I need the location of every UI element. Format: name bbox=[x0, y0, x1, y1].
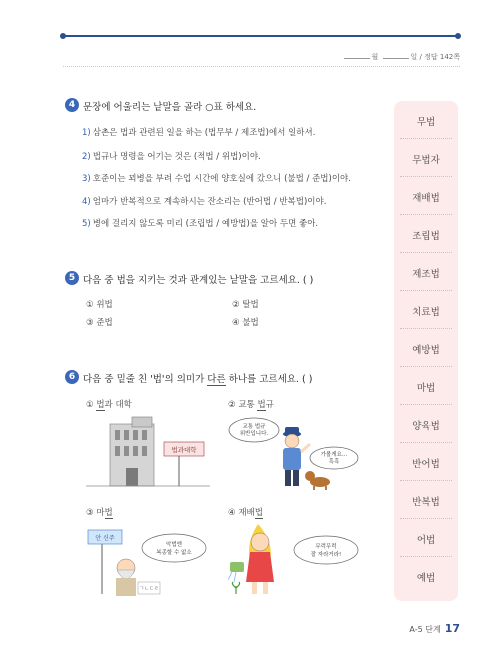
wizard-paper-text: ㄱㄴㄷㄹ bbox=[139, 586, 159, 592]
girl-bubble-line-1: 무럭무럭 bbox=[315, 544, 337, 550]
word-bank-item: 반어법 bbox=[394, 456, 458, 470]
wizard-illustration bbox=[86, 520, 210, 600]
wizard-bubble-line-2: 복종할 수 없소 bbox=[156, 550, 192, 556]
page-number: 17 bbox=[444, 622, 460, 635]
q6-option-2[interactable]: ② 교통 법규 bbox=[228, 400, 274, 410]
word-bank-item: 무법자 bbox=[394, 152, 458, 166]
q5-number-badge: 5 bbox=[65, 271, 79, 285]
q5-choice-2[interactable]: ② 탈법 bbox=[232, 300, 259, 310]
word-bank-item: 조립법 bbox=[394, 228, 458, 242]
girl-bubble-line-2: 잘 자라거라! bbox=[310, 552, 342, 558]
q4-item-4: 4) 엄마가 반복적으로 계속하시는 잔소리는 (반어법 / 반복법)이야. bbox=[82, 197, 327, 207]
q4-item-5: 5) 병에 걸리지 않도록 미리 (조립법 / 예방법)을 알아 두면 좋아. bbox=[82, 219, 319, 229]
wizard-bubble-line-1: 악법엔 bbox=[166, 542, 182, 548]
q6-option-3[interactable]: ③ 마법 bbox=[86, 508, 113, 518]
police-bubble-line-2: 위반입니다. bbox=[239, 431, 269, 437]
q4-item-1: 1) 삼촌은 법과 관련된 일을 하는 (법무부 / 제조법)에서 일하셔. bbox=[82, 128, 316, 138]
month-label: 월 bbox=[371, 53, 379, 61]
law-school-illustration bbox=[86, 414, 210, 492]
header-separator bbox=[63, 66, 460, 67]
q4-item-3: 3) 호준이는 꾀병을 부려 수업 시간에 양호실에 갔으니 (불법 / 준법)이야. bbox=[82, 174, 351, 184]
q6-number-badge: 6 bbox=[65, 370, 79, 384]
q5-choice-3[interactable]: ③ 준법 bbox=[86, 318, 113, 328]
word-bank-item: 무법 bbox=[394, 114, 458, 128]
q5-prompt: 다음 중 법을 지키는 것과 관계있는 낱말을 고르세요. ( ) bbox=[83, 275, 314, 286]
q5-choice-4[interactable]: ④ 불법 bbox=[232, 318, 259, 328]
q4-prompt: 문장에 어울리는 낱말을 골라 ○표 하세요. bbox=[83, 102, 257, 113]
q4-item-2: 2) 법규나 명령을 어기는 것은 (적법 / 위법)이야. bbox=[82, 152, 261, 162]
answer-reference: 정답 142쪽 bbox=[424, 53, 460, 61]
word-bank-item: 예방법 bbox=[394, 342, 458, 356]
word-bank-item: 양육법 bbox=[394, 418, 458, 432]
word-bank-item: 제조법 bbox=[394, 266, 458, 280]
day-label: 일 bbox=[410, 53, 418, 61]
date-line: 월 일 / 정답 142쪽 bbox=[342, 52, 460, 62]
dog-bubble-line-2: 흑흑 bbox=[328, 459, 340, 465]
q4-number-badge: 4 bbox=[65, 98, 79, 112]
q6-prompt: 다음 중 밑줄 친 '법'의 의미가 다른 하나를 고르세요. ( ) bbox=[83, 374, 313, 385]
word-bank-item: 마법 bbox=[394, 380, 458, 394]
law-school-sign-text: 법과대학 bbox=[171, 446, 197, 454]
page-footer bbox=[409, 622, 460, 635]
word-bank-item: 어법 bbox=[394, 532, 458, 546]
q5-choice-1[interactable]: ① 위법 bbox=[86, 300, 113, 310]
wizard-sign-text: 안 신주 bbox=[95, 535, 115, 542]
traffic-police-illustration bbox=[228, 414, 364, 492]
top-rule bbox=[63, 35, 458, 37]
word-bank-item: 예법 bbox=[416, 573, 436, 584]
word-bank-item: 치료법 bbox=[394, 304, 458, 318]
girl-watering-illustration bbox=[228, 520, 364, 600]
unit-label: A-5 단계 bbox=[409, 625, 441, 634]
q6-option-4[interactable]: ④ 재배법 bbox=[228, 508, 263, 518]
q6-option-1[interactable]: ① 법과 대학 bbox=[86, 400, 132, 410]
dog-bubble-line-1: 가볼게요… bbox=[320, 452, 348, 458]
word-bank-item: 반복법 bbox=[394, 494, 458, 508]
police-bubble-line-1: 교통 법규 bbox=[242, 424, 266, 430]
word-bank-item: 재배법 bbox=[394, 190, 458, 204]
